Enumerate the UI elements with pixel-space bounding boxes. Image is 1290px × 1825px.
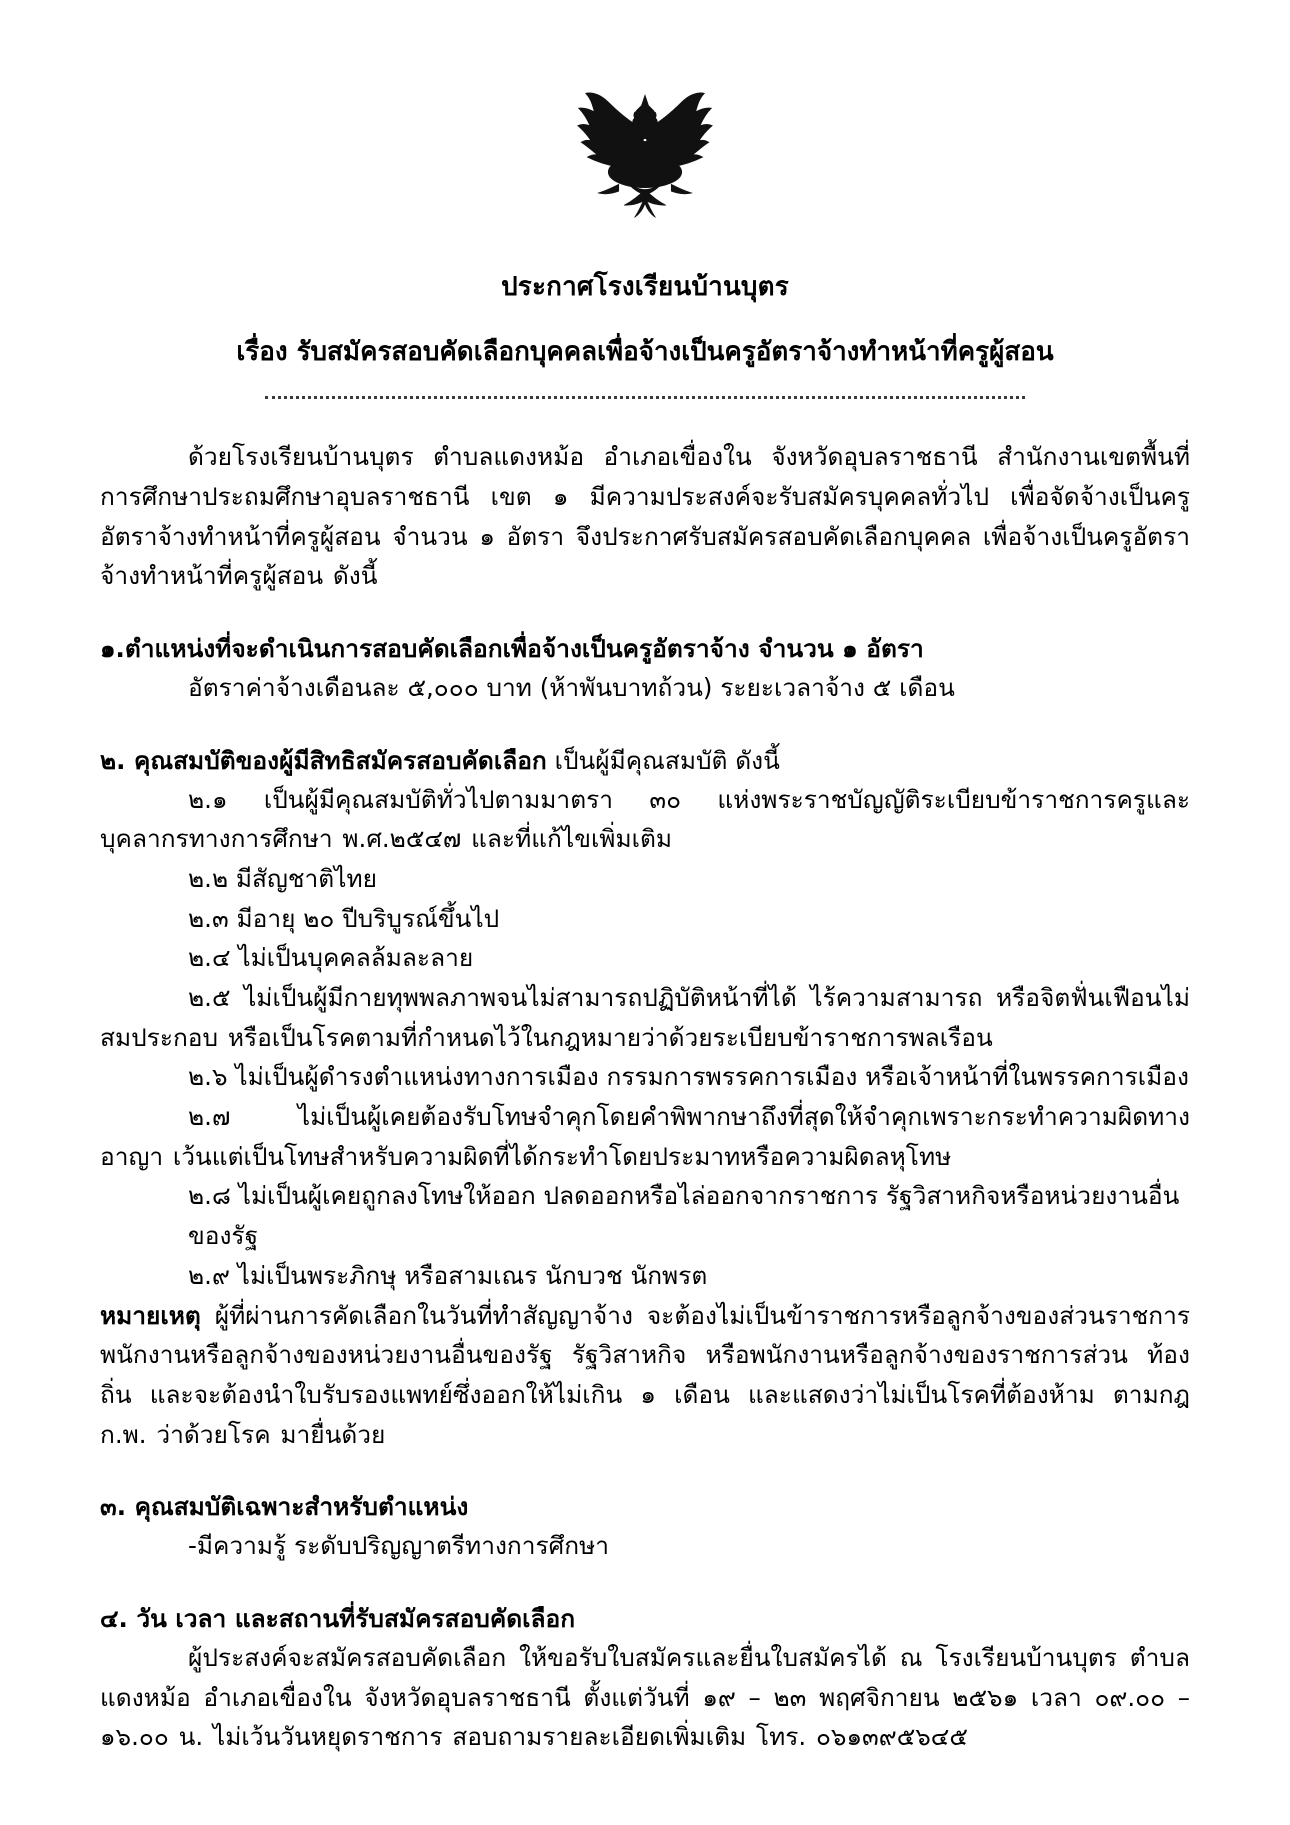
- section-4-heading: ๔. วัน เวลา และสถานที่รับสมัครสอบคัดเลือก: [100, 1603, 576, 1633]
- note-label: หมายเหตุ: [100, 1300, 201, 1330]
- section-2-item-2: ๒.๒ มีสัญชาติไทย: [188, 863, 377, 893]
- section-2-heading: [100, 742, 1190, 780]
- emblem-container: [0, 0, 1290, 232]
- section-2-item-8: ๒.๘ ไม่เป็นผู้เคยถูกลงโทษให้ออก ปลดออกหรือไล่ออกจากราชการ รัฐวิสาหกิจหรือหน่วยงานอื่นของรัฐ: [188, 1181, 1180, 1251]
- section-2-item-5: ๒.๕ ไม่เป็นผู้มีกายทุพพลภาพจนไม่สามารถปฏิบัติหน้าที่ได้ ไร้ความสามารถ หรือจิตฟั่นเฟือนไม่สมประกอบ หรือเป็นโรคตามที่กำหนดไว้ในกฎหมายว่าด้วยระเบียบข้าราชการพลเรือน: [100, 983, 1190, 1052]
- section-2-heading-suffix: เป็นผู้มีคุณสมบัติ ดังนี้: [546, 745, 780, 775]
- dotted-divider: [265, 396, 1025, 399]
- section-4-detail: ผู้ประสงค์จะสมัครสอบคัดเลือก ให้ขอรับใบสมัครและยื่นใบสมัครได้ ณ โรงเรียนบ้านบุตร ตำบลแดงหม้อ อำเภอเขื่องใน จังหวัดอุบลราชธานี ตั้งแต่วันที่ ๑๙ – ๒๓ พฤศจิกายน ๒๕๖๑ เวลา ๐๙.๐๐ – ๑๖.๐๐ น. ไม่เว้นวันหยุดราชการ สอบถามรายละเอียดเพิ่มเติม โทร. ๐๖๑๓๙๕๖๔๕: [100, 1642, 1190, 1752]
- section-2-item-6: ๒.๖ ไม่เป็นผู้ดำรงตำแหน่งทางการเมือง กรรมการพรรคการเมือง หรือเจ้าหน้าที่ในพรรคการเมือง: [188, 1062, 1189, 1092]
- document-body: [0, 437, 1290, 1757]
- document-subject: เรื่อง รับสมัครสอบคัดเลือกบุคคลเพื่อจ้างเป็นครูอัตราจ้างทำหน้าที่ครูผู้สอน: [236, 337, 1054, 368]
- section-3-heading: ๓. คุณสมบัติเฉพาะสำหรับตำแหน่ง: [100, 1492, 469, 1522]
- section-1-heading: ๑.ตำแหน่งที่จะดำเนินการสอบคัดเลือกเพื่อจ้างเป็นครูอัตราจ้าง จำนวน ๑ อัตรา: [100, 633, 924, 663]
- garuda-emblem: [555, 88, 735, 228]
- page-title: ประกาศโรงเรียนบ้านบุตร: [501, 272, 789, 302]
- section-2-item-3: ๒.๓ มีอายุ ๒๐ ปีบริบูรณ์ขึ้นไป: [188, 903, 500, 933]
- section-2-item-1: ๒.๑ เป็นผู้มีคุณสมบัติทั่วไปตามมาตรา ๓๐ แห่งพระราชบัญญัติระเบียบข้าราชการครูและบุคลากรทางการศึกษา พ.ศ.๒๕๔๗ และที่แก้ไขเพิ่มเติม: [100, 784, 1190, 854]
- section-1-detail: อัตราค่าจ้างเดือนละ ๕,๐๐๐ บาท (ห้าพันบาทถ้วน) ระยะเวลาจ้าง ๕ เดือน: [188, 672, 955, 702]
- intro-paragraph: ด้วยโรงเรียนบ้านบุตร ตำบลแดงหม้อ อำเภอเขื่องใน จังหวัดอุบลราชธานี สำนักงานเขตพื้นที่การศึกษาประถมศึกษาอุบลราชธานี เขต ๑ มีความประสงค์จะรับสมัครบุคคลทั่วไป เพื่อจัดจ้างเป็นครูอัตราจ้างทำหน้าที่ครูผู้สอน จำนวน ๑ อัตรา จึงประกาศรับสมัครสอบคัดเลือกบุคคล เพื่อจ้างเป็นครูอัตราจ้างทำหน้าที่ครูผู้สอน ดังนี้: [100, 442, 1190, 591]
- note-text: ผู้ที่ผ่านการคัดเลือกในวันที่ทำสัญญาจ้าง จะต้องไม่เป็นข้าราชการหรือลูกจ้างของส่วนราชการ พนักงานหรือลูกจ้างของหน่วยงานอื่นของรัฐ รัฐวิสาหกิจ หรือพนักงานหรือลูกจ้างของราชการส่วน ท้องถิ่น และจะต้องนำใบรับรองแพทย์ซึ่งออกให้ไม่เกิน ๑ เดือน และแสดงว่าไม่เป็นโรคที่ต้องห้าม ตามกฎ ก.พ. ว่าด้วยโรค มายื่นด้วย: [100, 1300, 1190, 1449]
- section-2-heading-bold: ๒. คุณสมบัติของผู้มีสิทธิสมัครสอบคัดเลือก: [100, 745, 547, 775]
- section-2-note: [100, 1296, 1190, 1455]
- section-2-item-7: ๒.๗ ไม่เป็นผู้เคยต้องรับโทษจำคุกโดยคำพิพากษาถึงที่สุดให้จำคุกเพราะกระทำความผิดทางอาญา เว้นแต่เป็นโทษสำหรับความผิดที่ได้กระทำโดยประมาทหรือความผิดลหุโทษ: [100, 1102, 1190, 1171]
- section-2-item-4: ๒.๔ ไม่เป็นบุคคลล้มละลาย: [188, 943, 474, 973]
- section-2-item-9: ๒.๙ ไม่เป็นพระภิกษุ หรือสามเณร นักบวช นักพรต: [188, 1260, 708, 1290]
- section-3-detail: -มีความรู้ ระดับปริญญาตรีทางการศึกษา: [188, 1531, 609, 1561]
